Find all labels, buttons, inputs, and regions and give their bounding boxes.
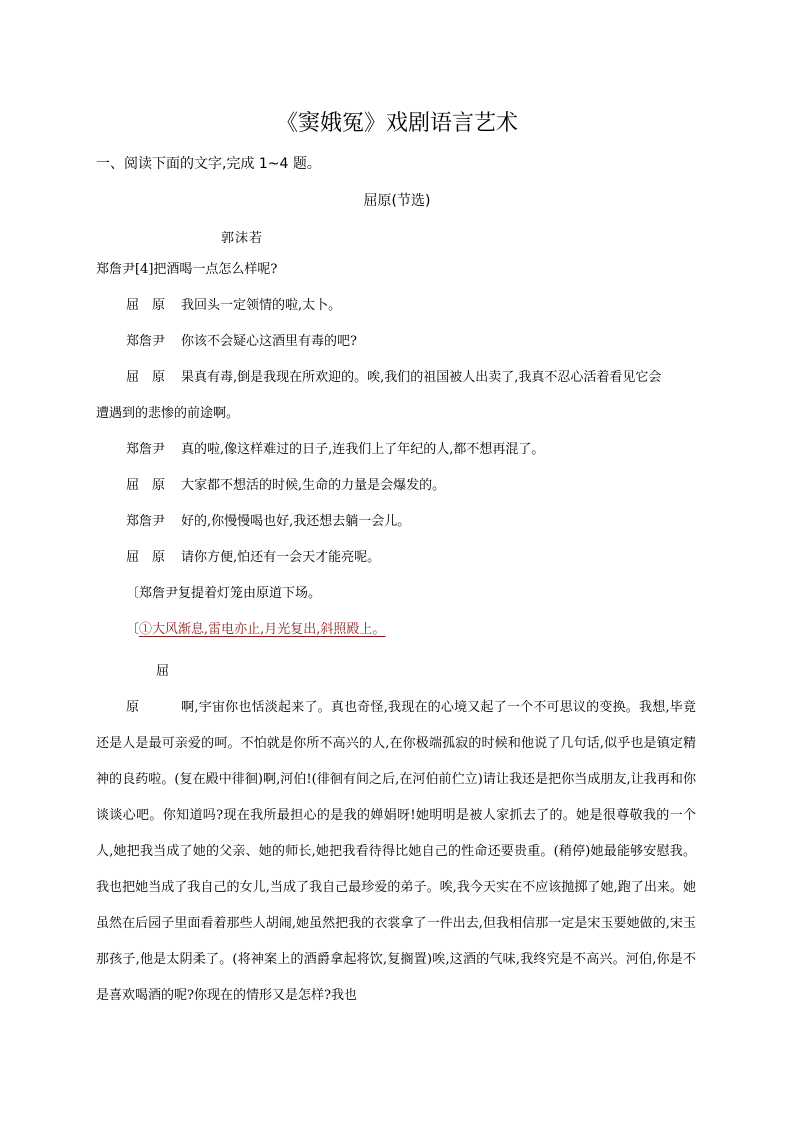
speaker-name: 屈 原 — [126, 370, 166, 385]
underlined-annotation: ①大风渐息,雷电亦止,月光复出,斜照殿上。 — [139, 622, 386, 637]
monologue-paragraph — [96, 654, 696, 1014]
dialogue-text: 我回头一定领情的啦,太卜。 — [181, 298, 342, 313]
dialogue-text: 你该不会疑心这酒里有毒的吧? — [181, 334, 357, 349]
dialogue-line — [96, 510, 696, 546]
dialogue-text: 大家都不想活的时候,生命的力量是会爆发的。 — [181, 478, 446, 493]
speaker-name: 郑詹尹 — [126, 514, 166, 529]
speaker-name: 郑詹尹 — [126, 442, 166, 457]
excerpt-body — [96, 258, 696, 1014]
dialogue-text: 请你方便,怕还有一会天才能亮呢。 — [181, 550, 381, 565]
dialogue-line — [96, 474, 696, 510]
monologue-text: 啊,宇宙你也恬淡起来了。真也奇怪,我现在的心境又起了一个不可思议的变换。我想,毕竟还是人是最可亲爱的呵。不怕就是你所不高兴的人,在你极端孤寂的时候和他说了几句话,似乎也是镇定精神的良药啦。(复在殿中徘徊)啊,河伯!(徘徊有间之后,在河伯前伫立)请让我还是把你当成朋友,让我再和你谈谈心吧。你知道吗?现在我所最担心的是我的婵娟呀!她明明是被人家抓去了的。她是很尊敬我的一个人,她把我当成了她的父亲、她的师长,她把我看待得比她自己的性命还要贵重。(稍停)她最能够安慰我。我也把她当成了我自己的女儿,当成了我自己最珍爱的弟子。唉,我今天实在不应该抛掷了她,跑了出来。她虽然在后园子里面看着那些人胡闹,她虽然把我的衣裳拿了一件出去,但我相信那一定是宋玉要她做的,宋玉那孩子,他是太阴柔了。(将神案上的酒爵拿起将饮,复搁置)唉,这酒的气味,我终究是不高兴。河伯,你是不是喜欢喝酒的呢?你现在的情形又是怎样?我也 — [96, 700, 696, 1003]
dialogue-text: 真的啦,像这样难过的日子,连我们上了年纪的人,都不想再混了。 — [181, 442, 545, 457]
section-heading: 一、阅读下面的文字,完成 1~4 题。 — [96, 156, 321, 172]
stage-direction: 〔郑詹尹复提着灯笼由原道下场。 — [126, 586, 322, 601]
speaker-name: 屈 原 — [126, 298, 166, 313]
author-name: 郭沫若 — [221, 231, 264, 246]
dialogue-line — [96, 294, 696, 330]
document-title: 《窦娥冤》戏剧语言艺术 — [275, 111, 518, 136]
stage-direction-annotated — [96, 618, 696, 654]
speaker-name: 郑詹尹 — [126, 334, 166, 349]
bracket-mark: 〔 — [126, 622, 140, 637]
speaker-name: 屈 原 — [126, 478, 166, 493]
dialogue-line — [96, 438, 696, 474]
excerpt-title: 屈原(节选) — [363, 193, 431, 209]
speaker-name: 屈 原 — [126, 550, 166, 565]
dialogue-line — [96, 366, 696, 402]
dialogue-line — [96, 402, 696, 438]
dialogue-text: 好的,你慢慢喝也好,我还想去躺一会儿。 — [181, 514, 411, 529]
dialogue-line — [96, 258, 696, 294]
dialogue-text: 郑詹尹[4]把酒喝一点怎么样呢? — [96, 262, 278, 277]
dialogue-line — [96, 546, 696, 582]
dialogue-text: 果真有毒,倒是我现在所欢迎的。唉,我们的祖国被人出卖了,我真不忍心活着看见它会 — [181, 370, 662, 385]
dialogue-text: 遭遇到的悲惨的前途啊。 — [96, 406, 240, 421]
speaker-name: 屈 原 — [126, 664, 183, 715]
dialogue-line — [96, 330, 696, 366]
